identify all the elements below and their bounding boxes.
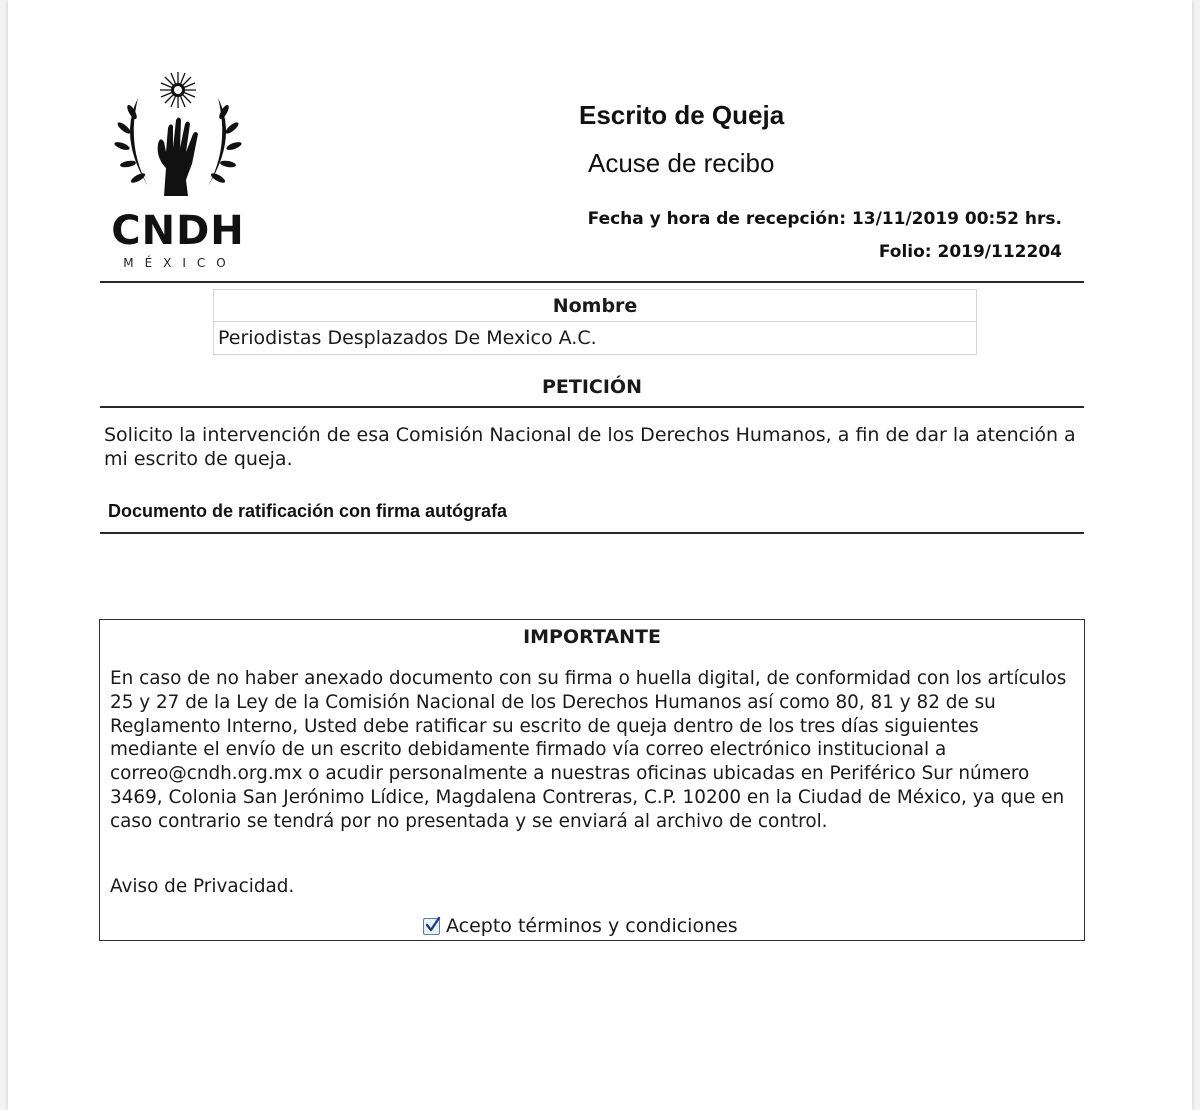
accept-terms-checkbox[interactable] <box>423 918 440 935</box>
reception-date: Fecha y hora de recepción: 13/11/2019 00:52 hrs. <box>587 209 1062 229</box>
document-subtitle: Acuse de recibo <box>588 148 775 178</box>
document-title: Escrito de Queja <box>579 100 785 130</box>
important-title: IMPORTANTE <box>523 626 661 648</box>
divider <box>100 532 1084 534</box>
logo-wordmark: CNDH <box>111 208 245 254</box>
folio-number: Folio: 2019/112204 <box>878 242 1062 262</box>
important-notice-box <box>99 619 1085 941</box>
accept-terms-row[interactable] <box>423 916 738 936</box>
divider <box>100 281 1084 283</box>
accept-terms-label: Acepto términos y condiciones <box>446 915 738 937</box>
peticion-text: Solicito la intervención de esa Comisión Nacional de los Derechos Humanos, a fin de dar la atención a mi escrito de queja. <box>104 424 1076 470</box>
name-table <box>213 289 977 355</box>
divider <box>100 406 1084 408</box>
name-table-header: Nombre <box>214 290 976 322</box>
ratificacion-heading: Documento de ratificación con firma autógrafa <box>108 501 508 521</box>
cndh-logo <box>108 68 248 268</box>
privacy-notice-link[interactable]: Aviso de Privacidad. <box>110 876 295 897</box>
checkmark-icon <box>425 916 441 934</box>
peticion-title: PETICIÓN <box>541 376 642 398</box>
document-page <box>8 0 1192 1110</box>
important-text: En caso de no haber anexado documento con su firma o huella digital, de conformidad con los artículos 25 y 27 de la Ley de la Comisión Nacional de los Derechos Humanos así como 80, 81 y 82 de su Reglamento Interno, Usted debe ratificar su escrito de queja dentro de los tres días siguientes mediante el envío de un escrito debidamente firmado vía correo electrónico institucional a correo@cndh.org.mx o acudir personalmente a nuestras oficinas ubicadas en Periférico Sur número 3469, Colonia San Jerónimo Lídice, Magdalena Contreras, C.P. 10200 en la Ciudad de México, ya que en caso contrario se tendrá por no presentada y se enviará al archivo de control. <box>110 668 1067 832</box>
name-table-value: Periodistas Desplazados De Mexico A.C. <box>218 327 597 349</box>
hand-wreath-emblem-icon <box>108 68 248 208</box>
logo-country: MÉXICO <box>123 256 237 270</box>
